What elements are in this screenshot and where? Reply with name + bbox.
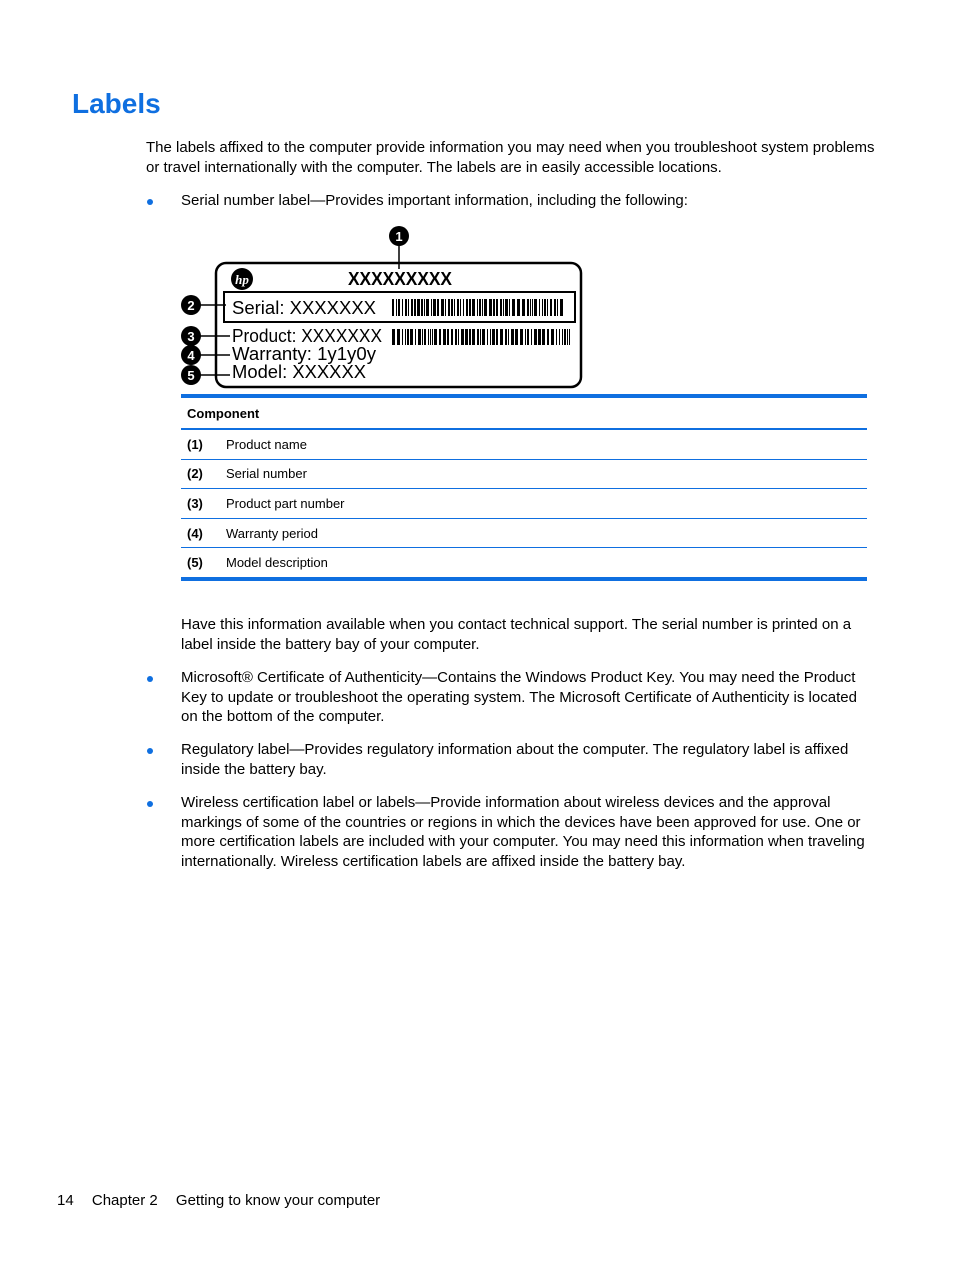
barcode-bar [472,329,475,345]
row-label: Warranty period [226,518,867,548]
bullet-regulatory [181,740,871,779]
row-label: Product name [226,429,867,459]
barcode-bar [490,329,491,345]
bullet-serial [181,191,871,211]
barcode-bar [508,329,509,345]
barcode-bar [396,299,397,316]
barcode-bar [451,329,453,345]
table-row [181,548,867,579]
barcode-bar [544,299,546,316]
barcode-bar [405,299,407,316]
hp-logo-text: hp [235,272,249,287]
barcode-bar [532,299,533,316]
barcode-bar [432,329,433,345]
barcode-bar [547,329,549,345]
barcode-bar [392,299,394,316]
row-number: (3) [181,489,226,519]
barcode-bar [503,299,504,316]
barcode-bar [493,299,495,316]
barcode-bar [477,329,479,345]
barcode-bar [500,299,502,316]
page-footer [57,1192,394,1209]
barcode-bar [424,299,425,316]
barcode-bar [484,299,487,316]
barcode-bar [437,299,439,316]
barcode-bar [451,299,453,316]
barcode-bar [465,329,468,345]
barcode-bar [445,299,446,316]
barcode-bar [496,329,498,345]
footer-page-number: 14 [57,1192,74,1209]
bullet-wireless [181,793,871,871]
barcode-bar [407,329,409,345]
callout-4-number: 4 [187,348,195,363]
label-serial: Serial: XXXXXXX [232,298,376,318]
barcode-bar [562,329,563,345]
barcode-bar [408,299,409,316]
barcode-bar [398,299,400,316]
barcode-bar [431,299,432,316]
table-row [181,489,867,519]
barcode-bar [402,299,403,316]
barcode-bar [515,329,518,345]
barcode-bar [480,329,481,345]
footer-chapter-title: Getting to know your computer [175,1192,381,1209]
bullet-regulatory-text: Regulatory label—Provides regulatory information about the computer. The regulatory label is affixed inside the battery bay. [181,741,849,778]
barcode-bar [479,299,481,316]
bullet-dot [147,676,153,682]
barcode-bar [463,299,464,316]
barcode-bar [457,299,459,316]
barcode-bar [433,299,436,316]
barcode-bar [405,329,406,345]
barcode-bar [439,329,441,345]
bullet-serial-text: Serial number label—Provides important information, including the following: [181,192,688,209]
table-row [181,459,867,489]
barcode-bar [551,329,554,345]
barcode-bar [472,299,475,316]
bullet-microsoft-text: Microsoft® Certificate of Authenticity—Contains the Windows Product Key. You may need the Product Key to update or troubleshoot the operating system. The Microsoft Certificate of Authenticity is located on the bottom of the computer. [181,669,857,725]
barcode-bar [559,329,560,345]
barcode-bar [469,329,471,345]
label-product-name: XXXXXXXXX [348,269,452,289]
product-barcode [392,329,570,345]
barcode-bar [454,299,455,316]
bullet-dot [147,199,153,205]
barcode-bar [511,329,514,345]
barcode-bar [397,329,400,345]
barcode-bar [411,299,413,316]
component-table [181,394,867,581]
barcode-bar [517,299,520,316]
bullet-dot [147,801,153,807]
barcode-bar [560,299,563,316]
barcode-bar [554,299,556,316]
barcode-bar [417,299,420,316]
barcode-bar [569,329,570,345]
label-model: Model: XXXXXX [232,362,366,382]
table-header-component: Component [181,396,867,429]
barcode-bar [527,299,529,316]
barcode-bar [539,299,540,316]
callout-2-number: 2 [187,298,195,313]
barcode-bar [477,299,478,316]
barcode-bar [505,329,507,345]
table-header-row [181,396,867,429]
barcode-bar [538,329,541,345]
barcode-bar [547,299,548,316]
barcode-bar [525,329,526,345]
barcode-bar [542,299,543,316]
barcode-bar [557,299,558,316]
barcode-bar [461,329,464,345]
barcode-bar [458,329,459,345]
barcode-bar [430,329,431,345]
callout-1-number: 1 [395,229,403,244]
barcode-bar [414,299,416,316]
callout-5-number: 5 [187,368,195,383]
row-label: Serial number [226,459,867,489]
barcode-bar [455,329,457,345]
row-label: Product part number [226,489,867,519]
serial-barcode [392,299,563,316]
callout-3-number: 3 [187,329,195,344]
barcode-bar [415,329,416,345]
barcode-bar [487,329,488,345]
label-product: Product: XXXXXXX [232,326,382,346]
barcode-bar [424,329,426,345]
barcode-bar [564,329,566,345]
barcode-bar [418,329,421,345]
barcode-bar [527,329,529,345]
intro-paragraph: The labels affixed to the computer provide information you may need when you troubleshoot system problems or travel internationally with the computer. The labels are in easily accessible locations. [146,139,875,176]
barcode-bar [392,329,395,345]
barcode-bar [522,299,525,316]
barcode-bar [428,329,429,345]
barcode-bar [466,299,468,316]
barcode-bar [556,329,557,345]
barcode-bar [520,329,523,345]
barcode-bar [460,299,461,316]
barcode-bar [402,329,403,345]
barcode-bar [443,329,446,345]
barcode-bar [531,329,532,345]
barcode-bar [512,299,515,316]
bullet-dot [147,748,153,754]
barcode-bar [482,329,485,345]
barcode-bar [530,299,531,316]
bullet-wireless-text: Wireless certification label or labels—Provide information about wireless devices and the approval markings of some of the countries or regions in which the devices have been approved for use. One or more certification labels are included with your computer. You may need this information when traveling internationally. Wireless certification labels are affixed inside the battery bay. [181,794,865,870]
barcode-bar [492,329,495,345]
row-number: (4) [181,518,226,548]
contact-support-paragraph: Have this information available when you contact technical support. The serial number is printed on a label inside the battery bay of your computer. [181,616,852,653]
barcode-bar [534,329,537,345]
barcode-bar [550,299,552,316]
barcode-bar [447,329,449,345]
bullet-microsoft [181,668,871,727]
barcode-bar [410,329,413,345]
barcode-bar [482,299,483,316]
serial-label-illustration [178,225,588,393]
barcode-bar [567,329,568,345]
row-number: (2) [181,459,226,489]
table-row [181,429,867,459]
footer-chapter: Chapter 2 [91,1192,158,1209]
barcode-bar [509,299,510,316]
barcode-bar [505,299,508,316]
barcode-bar [448,299,450,316]
barcode-bar [542,329,545,345]
barcode-bar [500,329,503,345]
barcode-bar [441,299,444,316]
page-title: Labels [72,88,161,119]
row-number: (1) [181,429,226,459]
barcode-bar [489,299,492,316]
label-warranty: Warranty: 1y1y0y [232,344,376,364]
barcode-bar [421,299,423,316]
barcode-bar [434,329,437,345]
row-number: (5) [181,548,226,579]
barcode-bar [426,299,429,316]
barcode-bar [534,299,537,316]
table-row [181,518,867,548]
barcode-bar [469,299,471,316]
barcode-bar [496,299,498,316]
row-label: Model description [226,548,867,579]
barcode-bar [422,329,423,345]
